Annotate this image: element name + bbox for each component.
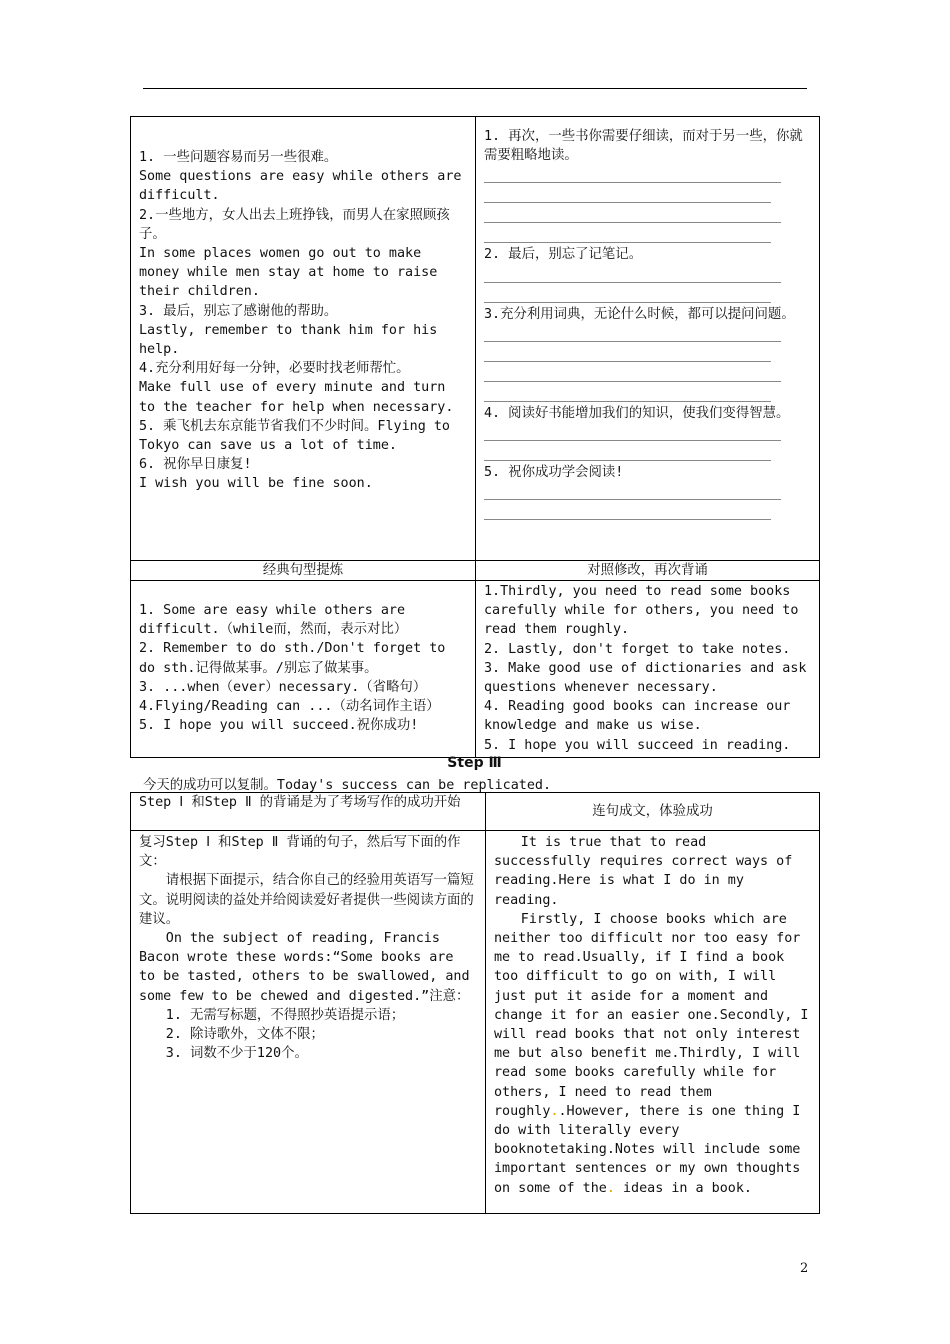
note: 2. 除诗歌外，文体不限；	[165, 1027, 324, 1043]
note: 3. 词数不少于120个。	[165, 1046, 308, 1062]
example-sentences-cell	[131, 117, 476, 561]
prompt: 3.充分利用词典，无论什么时候，都可以提问问题。	[484, 306, 795, 322]
answer-blank[interactable]	[484, 225, 771, 243]
task-intro: 复习Step Ⅰ 和Step Ⅱ 背诵的句子，然后写下面的作文：	[139, 835, 461, 870]
note: 1. 无需写标题，不得照抄英语提示语；	[165, 1007, 405, 1023]
sentence: Lastly, remember to thank him for his help.	[139, 322, 446, 358]
sentence: I wish you will be fine soon.	[139, 476, 373, 492]
patterns-header: 经典句型提炼	[131, 561, 476, 581]
answer-blank[interactable]	[484, 205, 781, 223]
essay-paragraph: Firstly, I choose books which are neither too difficult nor too easy for me to read.Usually, if I find a book too difficult to go on with, I will just put it aside for a moment and change it for an easier one.Secondly, I will read books that not only interest me but also benefit me.Thirdly, I will read some books carefully while for others, I need to read them roughly..However, there is one thing I do with literally every booknotetaking.Notes will include some important sentences or my own thoughts on some of the. ideas in a book.	[494, 911, 817, 1196]
answer-blank[interactable]	[484, 165, 781, 183]
pattern: 1. Some are easy while others are difficult.（while而，然而，表示对比）	[139, 603, 414, 638]
writing-header-left: Step Ⅰ 和Step Ⅱ 的背诵是为了考场写作的成功开始	[131, 793, 486, 831]
task-body: 请根据下面提示，结合你自己的经验用英语写一篇短文。说明阅读的益处并给阅读爱好者提供一些阅读方面的建议。	[139, 873, 474, 927]
step-title: Step Ⅲ	[447, 755, 502, 771]
sentence: 2.一些地方，女人出去上班挣钱，而男人在家照顾孩子。	[139, 207, 450, 242]
pattern: 4.Flying/Reading can ...（动名词作主语）	[139, 699, 440, 715]
sentence: 4.充分利用好每一分钟，必要时找老师帮忙。	[139, 361, 410, 377]
answer-blank[interactable]	[484, 185, 771, 203]
answer-blank[interactable]	[484, 443, 771, 461]
task-quote: On the subject of reading, Francis Bacon wrote these words:“Some books are to be tasted, others to be swallowed, and some few to be chewed and digested.”注意：	[139, 931, 478, 1004]
sentence: Some questions are easy while others are difficult.	[139, 169, 470, 204]
answer-blank[interactable]	[484, 285, 771, 303]
prompt: 2. 最后，别忘了记笔记。	[484, 247, 643, 263]
answer: 3. Make good use of dictionaries and ask questions whenever necessary.	[484, 660, 815, 696]
prompt: 1. 再次，一些书你需要仔细读，而对于另一些，你就需要粗略地读。	[484, 129, 803, 164]
answer-blank[interactable]	[484, 324, 781, 342]
today-line: 今天的成功可以复制。Today's success can be replicated.	[143, 778, 552, 793]
translation-practice-cell	[476, 117, 820, 561]
pattern: 3. ...when（ever）necessary.（省略句）	[139, 679, 427, 695]
pattern: 2. Remember to do sth./Don't forget to do sth.记得做某事。/别忘了做某事。	[139, 641, 454, 676]
sample-essay-cell	[486, 831, 820, 1214]
sentence-patterns-cell	[131, 581, 476, 758]
prompt: 5. 祝你成功学会阅读!	[484, 465, 624, 481]
sentence: 5. 乘飞机去东京能节省我们不少时间。Flying to Tokyo can save us a lot of time.	[139, 418, 459, 454]
answer: 2. Lastly, don't forget to take notes.	[484, 641, 791, 657]
writing-table	[130, 792, 820, 1214]
sentence: 3. 最后，别忘了感谢他的帮助。	[139, 303, 338, 319]
answer-blank[interactable]	[484, 344, 771, 362]
sentence: 1. 一些问题容易而另一些很难。	[139, 150, 338, 165]
highlight-mark: .	[606, 1180, 615, 1196]
answer-blank[interactable]	[484, 502, 771, 520]
answer: 5. I hope you will succeed in reading.	[484, 737, 791, 753]
answer-blank[interactable]	[484, 482, 781, 500]
revise-header: 对照修改，再次背诵	[476, 561, 820, 581]
answer-blank[interactable]	[484, 384, 771, 402]
answer-blank[interactable]	[484, 423, 781, 441]
pattern: 5. I hope you will succeed.祝你成功!	[139, 718, 419, 734]
essay-paragraph: It is true that to read successfully requires correct ways of reading.Here is what I do in my reading.	[494, 835, 801, 908]
sentence: Make full use of every minute and turn to the teacher for help when necessary.	[139, 380, 454, 415]
prompt: 4. 阅读好书能增加我们的知识，使我们变得智慧。	[484, 405, 790, 421]
sentence: In some places women go out to make money while men stay at home to raise their children.	[139, 246, 446, 300]
answer-blank[interactable]	[484, 265, 781, 283]
writing-task-cell	[131, 831, 486, 1214]
page-number: 2	[800, 1261, 809, 1276]
practice-table	[130, 116, 820, 758]
writing-header-right: 连句成文，体验成功	[486, 793, 820, 831]
sentence: 6. 祝你早日康复!	[139, 457, 252, 473]
highlight-mark: .	[550, 1103, 559, 1119]
answers-cell	[476, 581, 820, 758]
answer-blank[interactable]	[484, 364, 781, 382]
header-rule	[143, 88, 807, 89]
answer: 4. Reading good books can increase our knowledge and make us wise.	[484, 699, 799, 734]
answer: 1.Thirdly, you need to read some books carefully while for others, you need to read them roughly.	[484, 584, 807, 638]
